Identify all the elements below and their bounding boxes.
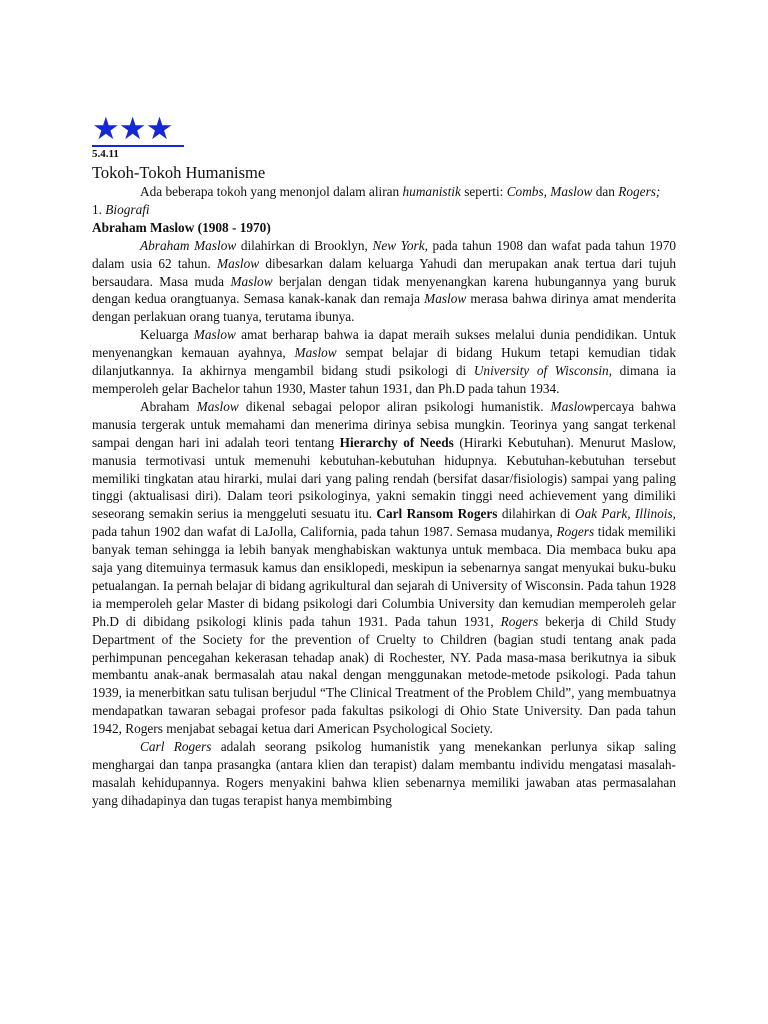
text-run: dilahirkan di Brooklyn, [236,237,373,253]
text-run: Ada beberapa tokoh yang menonjol dalam aliran [140,184,403,199]
italic-run: New York [372,237,425,253]
italic-run: Rogers [556,524,595,540]
italic-run: Maslow [294,345,337,361]
text-run: dan [592,184,619,199]
list-number: 1. [92,201,106,217]
italic-run: Abraham Maslow [140,237,237,253]
italic-run: Maslow [550,398,593,414]
italic-run: Maslow [196,398,239,414]
text-run: seperti: [460,184,507,199]
paragraph-maslow-education [92,326,676,398]
italic-run: Combs, Maslow [506,184,593,199]
italic-run: Maslow [217,255,260,271]
bold-run: Carl Ransom Rogers [376,506,498,522]
list-label: Biografi [105,201,150,217]
text-run: pada tahun 1902 dan wafat di LaJolla, California, pada tahun 1987. Semasa mudanya, [92,524,557,540]
text-run: dibesarkan dalam keluarga Yahudi dan merupakan anak tertua dari tujuh bersaudara. Masa muda [92,255,676,289]
italic-run: Carl Rogers [140,739,212,755]
document-page [92,112,676,810]
stars-icon: ★★★ [92,111,173,146]
text-run: amat berharap bahwa ia dapat meraih sukses melalui dunia pendidikan. Untuk menyenangkan kemauan ayahnya, [92,327,677,361]
intro-paragraph [92,183,676,201]
italic-run: Rogers [500,613,539,629]
list-item-biografi [92,201,676,219]
italic-run: humanistik [402,184,461,199]
text-run: , dimana ia memperoleh gelar Bachelor tahun 1930, Master tahun 1931, dan Ph.D pada tahun 1934. [92,363,676,396]
section-title: Tokoh-Tokoh Humanisme [92,163,266,182]
text-run: Abraham [140,398,197,414]
paragraph-maslow-theory-and-rogers [92,398,676,738]
text-run: percaya bahwa manusia tergerak untuk memahami dan menerima dirinya sebisa mungkin. Teorinya yang sangat terkenal sampai dengan hari ini adalah teori tentang [92,398,676,450]
text-run: adalah seorang psikolog humanistik yang menekankan perlunya sikap saling menghargai dan tanpa prasangka (antara klien dan terapist) dalam membantu individu mengatasi masalah-masalah kehidupannya. Rogers menyakini bahwa klien sebenarnya memiliki jawaban atas permasalahan yang dihadapinya dan tugas terapist hanya membimbing [92,739,676,808]
italic-run: Maslow [230,273,273,289]
italic-run: Rogers; [618,184,661,199]
section-number: 5.4.11 [92,148,119,160]
text-run: (Hirarki Kebutuhan). Menurut Maslow, manusia termotivasi untuk memenuhi kebutuhan-kebutuhan hidupnya. Kebutuhan-kebutuhan tersebut memiliki tingkatan atau hirarki, mulai dari yang paling rendah (bersifat dasar/fisiologis) sampai yang paling tinggi (aktualisasi diri). Dalam teori psikologinya, yakni semakin tinggi need achievement yang dimiliki seseorang semakin serius ia menggeluti sesuatu itu. [92,434,676,522]
text-run: , pada tahun 1908 dan wafat pada tahun 1970 dalam usia 62 tahun. [92,237,677,271]
text-run: dilahirkan di [497,506,575,522]
italic-run: University of Wisconsin [473,363,609,379]
text-run: bekerja di Child Study Department of the Society for the prevention of Cruelty to Children (bagian studi tentang anak pada perhimpunan pencegahan kekerasan tehadap anak) di Rochester, NY. Pada masa-masa berikutnya ia sibuk membantu anak-anak bermasalah atau nakal dengan menggunakan metode-metode psikologi. Pada tahun 1939, ia menerbitkan satu tulisan berjudul “The Clinical Treatment of the Problem Child”, yang membuatnya mendapatkan tawaran sebagai profesor pada fakultas psikologi di Ohio State University. Dan pada tahun 1942, Rogers menjabat sebagai ketua dari American Psychological Society. [92,613,676,737]
text-run: tidak memiliki banyak teman sehingga ia lebih banyak menghabiskan waktunya untuk membaca. Dia membaca buku apa saja yang ditemuinya termasuk kamus dan ensiklopedi, meskipun ia sebenarnya sangat menyukai buku-buku petualangan. Ia pernah belajar di bidang agrikultural dan sejarah di University of Wisconsin. Pada tahun 1928 ia memperoleh gelar Master di bidang psikologi dari Columbia University dan kemudian memperoleh gelar Ph.D di dibidang psikologi klinis pada tahun 1931. Pada tahun 1931, [92,524,676,629]
bold-run: Hierarchy of Needs [339,434,454,450]
star-rating-icons [92,112,676,146]
italic-run: Maslow [424,291,467,307]
paragraph-carl-rogers [92,738,676,810]
italic-run: Oak Park, Illinois, [574,506,676,522]
paragraph-maslow-birth [92,237,676,327]
text-run: sempat belajar di bidang Hukum tetapi kemudian tidak dilanjutkannya. Ia akhirnya mengambil bidang studi psikologi di [92,345,676,379]
italic-run: Maslow [193,327,236,343]
maslow-heading: Abraham Maslow (1908 - 1970) [92,219,271,235]
text-run: berjalan dengan tidak menyenangkan karena hubungannya yang buruk dengan kedua orangtuanya. Semasa kanak-kanak dan remaja [92,273,676,307]
text-run: Keluarga [140,327,194,343]
text-run: merasa bahwa dirinya amat menderita dengan perlakuan orang tuanya, terutama ibunya. [92,291,676,325]
text-run: dikenal sebagai pelopor aliran psikologi humanistik. [238,398,551,414]
